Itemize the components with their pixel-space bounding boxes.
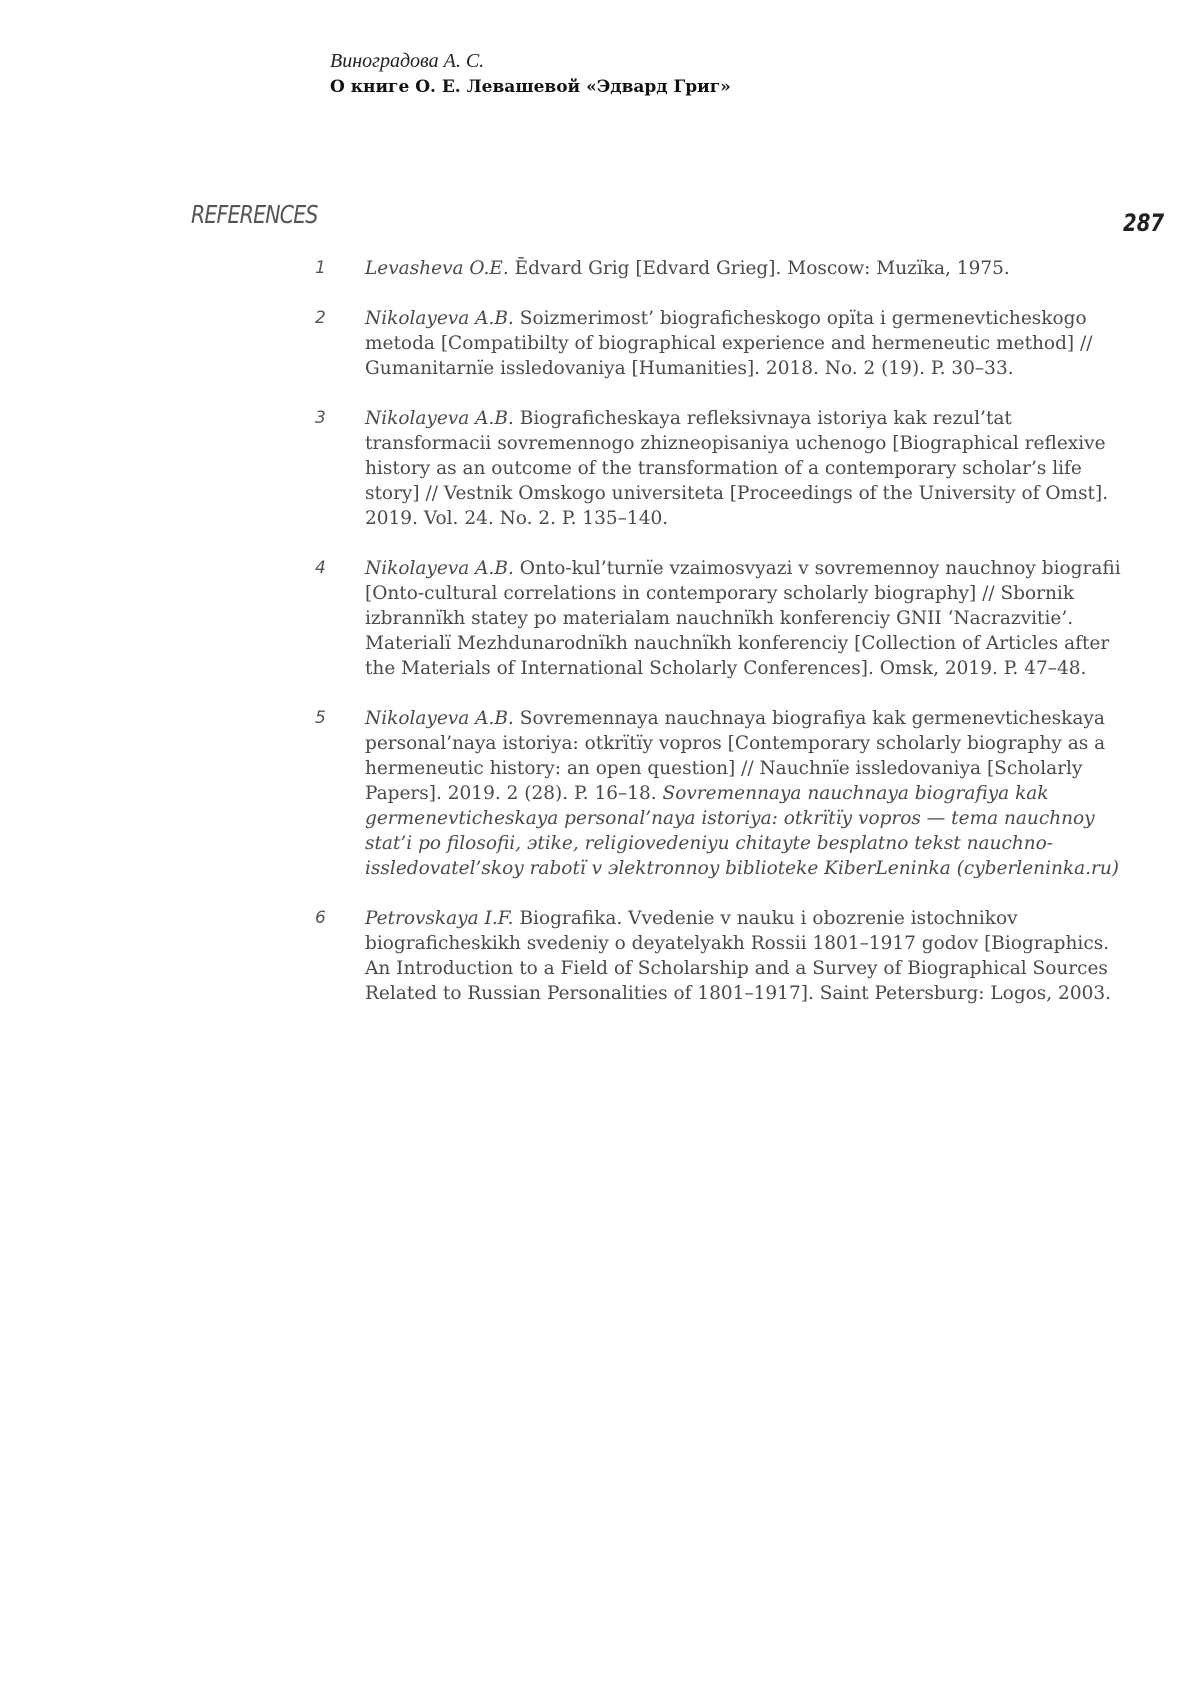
reference-item	[315, 406, 1130, 531]
page-number: 287	[1122, 209, 1164, 237]
reference-author: Nikolayeva A.B.	[365, 558, 514, 579]
reference-number: 5	[315, 708, 326, 728]
reference-item	[315, 556, 1130, 681]
reference-number: 4	[315, 558, 326, 578]
references-heading: REFERENCES	[191, 200, 318, 229]
reference-number: 6	[315, 908, 326, 928]
reference-text: Biografika. Vvedenie v nauku i obozrenie istochnikov biograficheskikh svedeniy o deyatelyakh Rossii 1801–1917 godov [Biographics. An Introduction to a Field of Scholarship and a Survey of Biographical Sources Related to Russian Personalities of 1801–1917]. Saint Petersburg: Logos, 2003.	[365, 908, 1112, 1004]
references-list	[315, 256, 1130, 1031]
reference-author: Nikolayeva A.B.	[365, 708, 514, 729]
reference-number: 1	[315, 258, 326, 278]
reference-number: 3	[315, 408, 326, 428]
reference-text: Biograficheskaya refleksivnaya istoriya kak rezul’tat transformacii sovremennogo zhizneopisaniya uchenogo [Biographical reflexive history as an outcome of the transformation of a contemporary scholar’s life story] // Vestnik Omskogo universiteta [Proceedings of the University of Omst]. 2019. Vol. 24. No. 2. P. 135–140.	[365, 408, 1109, 529]
reference-text: Ēdvard Grig [Edvard Grieg]. Moscow: Muzïka, 1975.	[508, 258, 1010, 279]
reference-item	[315, 306, 1130, 381]
reference-author: Petrovskaya I.F.	[365, 908, 514, 929]
reference-text: Soizmerimost’ biograficheskogo opïta i germenevticheskogo metoda [Compatibilty of biographical experience and hermeneutic method] // Gumanitarnïe issledovaniya [Humanities]. 2018. No. 2 (19). P. 30–33.	[365, 308, 1093, 379]
running-head-title: О книге О. Е. Левашевой «Эдвард Григ»	[330, 77, 731, 97]
reference-item	[315, 906, 1130, 1006]
reference-item	[315, 706, 1130, 881]
running-head	[330, 48, 1030, 100]
running-head-author: Виноградова А. С.	[330, 50, 485, 72]
reference-author: Nikolayeva A.B.	[365, 308, 514, 329]
reference-number: 2	[315, 308, 326, 328]
reference-text: Sovremennaya nauchnaya biografiya kak germenevticheskaya personal’naya istoriya: otkrïtïy vopros [Contemporary scholarly biography as a hermeneutic history: an open question] // Nauchnïe issledovaniya [Scholarly Papers]. 2019. 2 (28). P. 16–18.	[365, 708, 1106, 804]
reference-text: Onto-kul’turnïe vzaimosvyazi v sovremennoy nauchnoy biografii [Onto-cultural correlations in contemporary scholarly biography] // Sbornik izbrannïkh statey po materialam nauchnïkh konferenciy GNII ‘Nacrazvitie’. Materialï Mezhdunarodnïkh nauchnïkh konferenciy [Collection of Articles after the Materials of International Scholarly Conferences]. Omsk, 2019. P. 47–48.	[365, 558, 1121, 679]
reference-author: Nikolayeva A.B.	[365, 408, 514, 429]
reference-source-note: Sovremennaya nauchnaya biografiya kak germenevticheskaya personal’naya istoriya: otkrïtïy vopros — tema nauchnoy stat’i po filosofii, эtike, religiovedeniyu chitayte besplatno tekst nauchno-issledovatel’skoy rabotï v эlektronnoy biblioteke KiberLeninka (cyberleninka.ru)	[365, 783, 1119, 879]
reference-author: Levasheva O.E.	[365, 258, 509, 279]
reference-item	[315, 256, 1130, 281]
